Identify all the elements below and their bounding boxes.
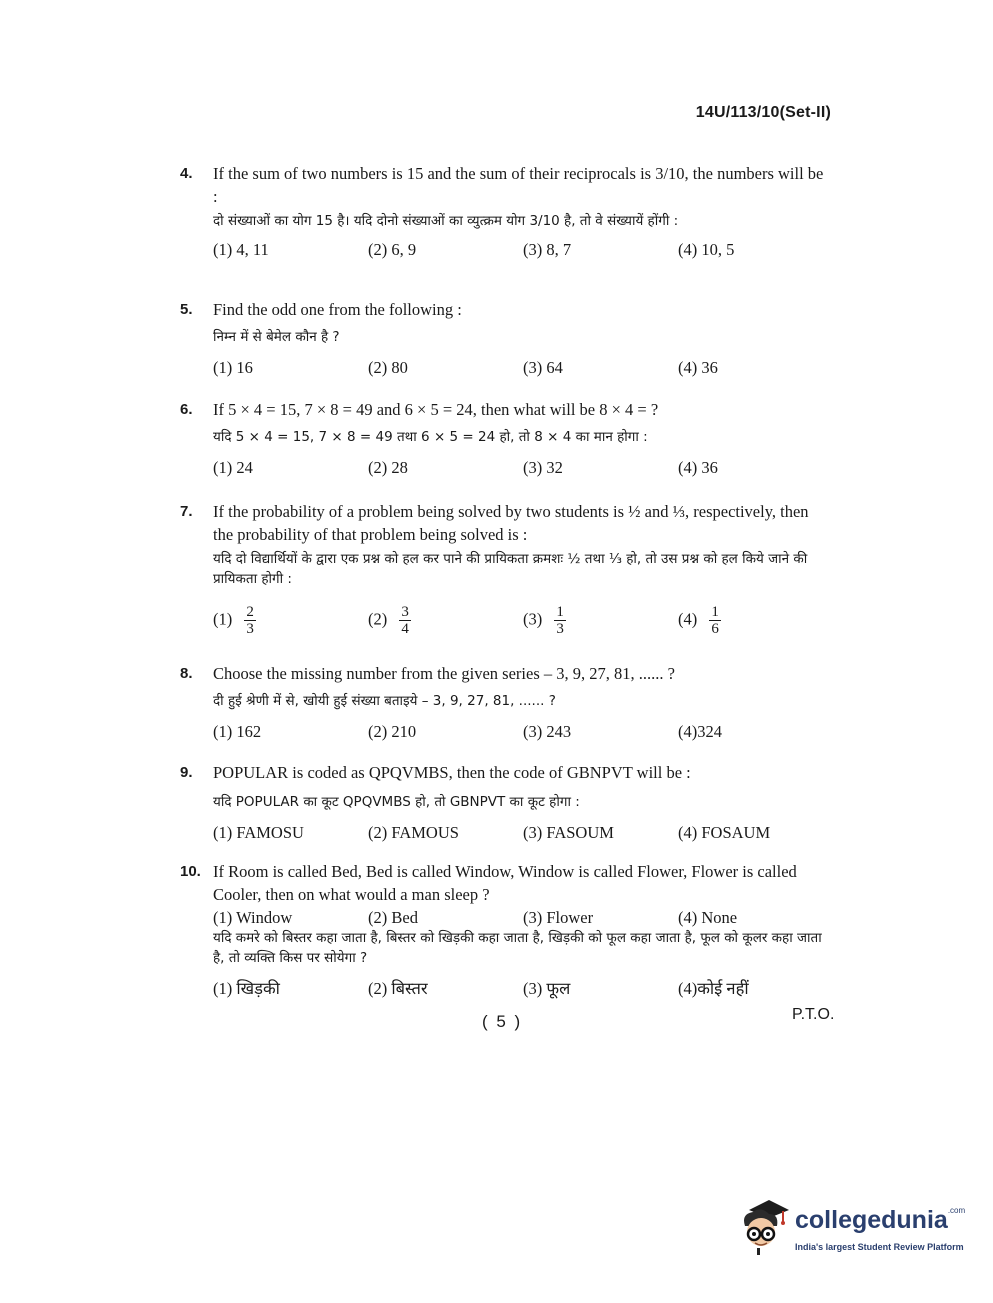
numerator: 2 xyxy=(246,603,254,620)
option-3: (3) 64 xyxy=(523,357,563,377)
question-text-hindi: यदि कमरे को बिस्तर कहा जाता है, बिस्तर को खिड़की कहा जाता है, खिड़की को फूल कहा जाता है, फूल को कूलर कहा जाता है, तो व्यक्ति किस पर सोयेगा ? xyxy=(213,930,822,966)
option-2: (2) 80 xyxy=(368,357,408,377)
question-text-hindi: यदि POPULAR का कूट QPQVMBS हो, तो GBNPVT का कूट होगा : xyxy=(213,794,580,810)
options-row xyxy=(213,237,830,261)
question-text-hindi: यदि 5 × 4 = 15, 7 × 8 = 49 तथा 6 × 5 = 24 हो, तो 8 × 4 का मान होगा : xyxy=(213,429,648,445)
options-row xyxy=(213,455,830,479)
option-1: (1) 162 xyxy=(213,721,262,741)
option-4: (4) 10, 5 xyxy=(678,239,735,259)
fraction xyxy=(244,604,256,637)
option-1: (1) खिड़की xyxy=(213,978,280,998)
logo-tagline: India's largest Student Review Platform xyxy=(795,1242,964,1252)
question-text-hindi: दो संख्याओं का योग 15 है। यदि दोनो संख्याओं का व्युत्क्रम योग 3/10 है, तो वे संख्यायें होंगी : xyxy=(213,213,679,229)
question-text-english: If the probability of a problem being solved by two students is ½ and ⅓, respectively, then the probability of that problem being solved is : xyxy=(213,502,809,544)
question-number: 10. xyxy=(180,863,201,880)
page-number: ( 5 ) xyxy=(482,1012,523,1031)
denominator: 4 xyxy=(401,620,409,637)
question-number: 6. xyxy=(180,401,193,418)
option-1: (1) 4, 11 xyxy=(213,239,269,259)
question-10 xyxy=(180,860,830,1000)
option-1 xyxy=(213,604,368,637)
question-7 xyxy=(180,500,830,643)
options-row xyxy=(213,820,830,844)
option-4: (4) 36 xyxy=(678,357,718,377)
numerator: 1 xyxy=(556,603,564,620)
question-number: 4. xyxy=(180,165,193,182)
english-options-row xyxy=(213,906,830,928)
option-label: (4) xyxy=(678,608,698,628)
denominator: 6 xyxy=(711,620,719,637)
option-2: (2) 210 xyxy=(368,721,417,741)
fraction xyxy=(554,604,566,637)
option-1: (1) 24 xyxy=(213,457,253,477)
question-9 xyxy=(180,761,830,844)
mascot-icon xyxy=(735,1196,793,1258)
question-5 xyxy=(180,298,830,379)
question-6 xyxy=(180,398,830,479)
question-number: 5. xyxy=(180,301,193,318)
option-4 xyxy=(678,604,818,637)
option-2: (2) FAMOUS xyxy=(368,822,459,842)
denominator: 3 xyxy=(246,620,254,637)
question-number: 8. xyxy=(180,665,193,682)
option-4: (4)कोई नहीं xyxy=(678,978,749,998)
pto-note: P.T.O. xyxy=(792,1006,835,1023)
option-4: (4) None xyxy=(678,907,738,927)
logo-name: collegedunia xyxy=(795,1206,948,1234)
option-1: (1) FAMOSU xyxy=(213,822,304,842)
question-4 xyxy=(180,162,830,261)
fraction xyxy=(399,604,411,637)
options-row xyxy=(213,976,830,1000)
option-label: (3) xyxy=(523,608,543,628)
options-row xyxy=(213,355,830,379)
question-text-hindi: दी हुई श्रेणी में से, खोयी हुई संख्या बताइये – 3, 9, 27, 81, ...... ? xyxy=(213,693,556,709)
question-text-hindi: निम्न में से बेमेल कौन है ? xyxy=(213,329,340,345)
option-1: (1) 16 xyxy=(213,357,253,377)
collegedunia-logo xyxy=(735,1196,965,1260)
logo-suffix: .com xyxy=(947,1206,966,1215)
option-2 xyxy=(368,604,523,637)
option-4: (4)324 xyxy=(678,721,722,741)
question-text-english: If Room is called Bed, Bed is called Window, Window is called Flower, Flower is called Cooler, then on what would a man sleep ? xyxy=(213,862,797,904)
option-3: (3) 8, 7 xyxy=(523,239,572,259)
option-2: (2) 28 xyxy=(368,457,408,477)
option-3: (3) फूल xyxy=(523,978,571,998)
question-text-english: Find the odd one from the following : xyxy=(213,300,462,319)
paper-code: 14U/113/10(Set-II) xyxy=(695,104,831,121)
option-3 xyxy=(523,604,678,637)
options-row xyxy=(213,597,830,643)
option-4: (4) 36 xyxy=(678,457,718,477)
option-3: (3) 243 xyxy=(523,721,572,741)
option-3: (3) Flower xyxy=(523,907,594,927)
numerator: 3 xyxy=(401,603,409,620)
option-2: (2) Bed xyxy=(368,907,418,927)
options-row xyxy=(213,719,830,743)
option-3: (3) FASOUM xyxy=(523,822,614,842)
fraction xyxy=(709,604,721,637)
question-text-english: If 5 × 4 = 15, 7 × 8 = 49 and 6 × 5 = 24, then what will be 8 × 4 = ? xyxy=(213,400,659,419)
option-1: (1) Window xyxy=(213,907,293,927)
option-3: (3) 32 xyxy=(523,457,563,477)
question-text-hindi: यदि दो विद्यार्थियों के द्वारा एक प्रश्न को हल कर पाने की प्रायिकता क्रमशः ½ तथा ⅓ हो, तो उस प्रश्न को हल किये जाने की प्रायिकता होगी : xyxy=(213,551,808,587)
option-2: (2) बिस्तर xyxy=(368,978,428,998)
option-2: (2) 6, 9 xyxy=(368,239,417,259)
question-number: 7. xyxy=(180,503,193,520)
question-8 xyxy=(180,662,830,743)
option-label: (1) xyxy=(213,608,233,628)
numerator: 1 xyxy=(711,603,719,620)
denominator: 3 xyxy=(556,620,564,637)
question-text-english: POPULAR is coded as QPQVMBS, then the code of GBNPVT will be : xyxy=(213,763,691,782)
option-4: (4) FOSAUM xyxy=(678,822,771,842)
question-text-english: If the sum of two numbers is 15 and the sum of their reciprocals is 3/10, the numbers will be : xyxy=(213,164,824,206)
logo-wordmark xyxy=(795,1206,965,1235)
question-number: 9. xyxy=(180,764,193,781)
question-text-english: Choose the missing number from the given series – 3, 9, 27, 81, ...... ? xyxy=(213,664,675,683)
option-label: (2) xyxy=(368,608,388,628)
